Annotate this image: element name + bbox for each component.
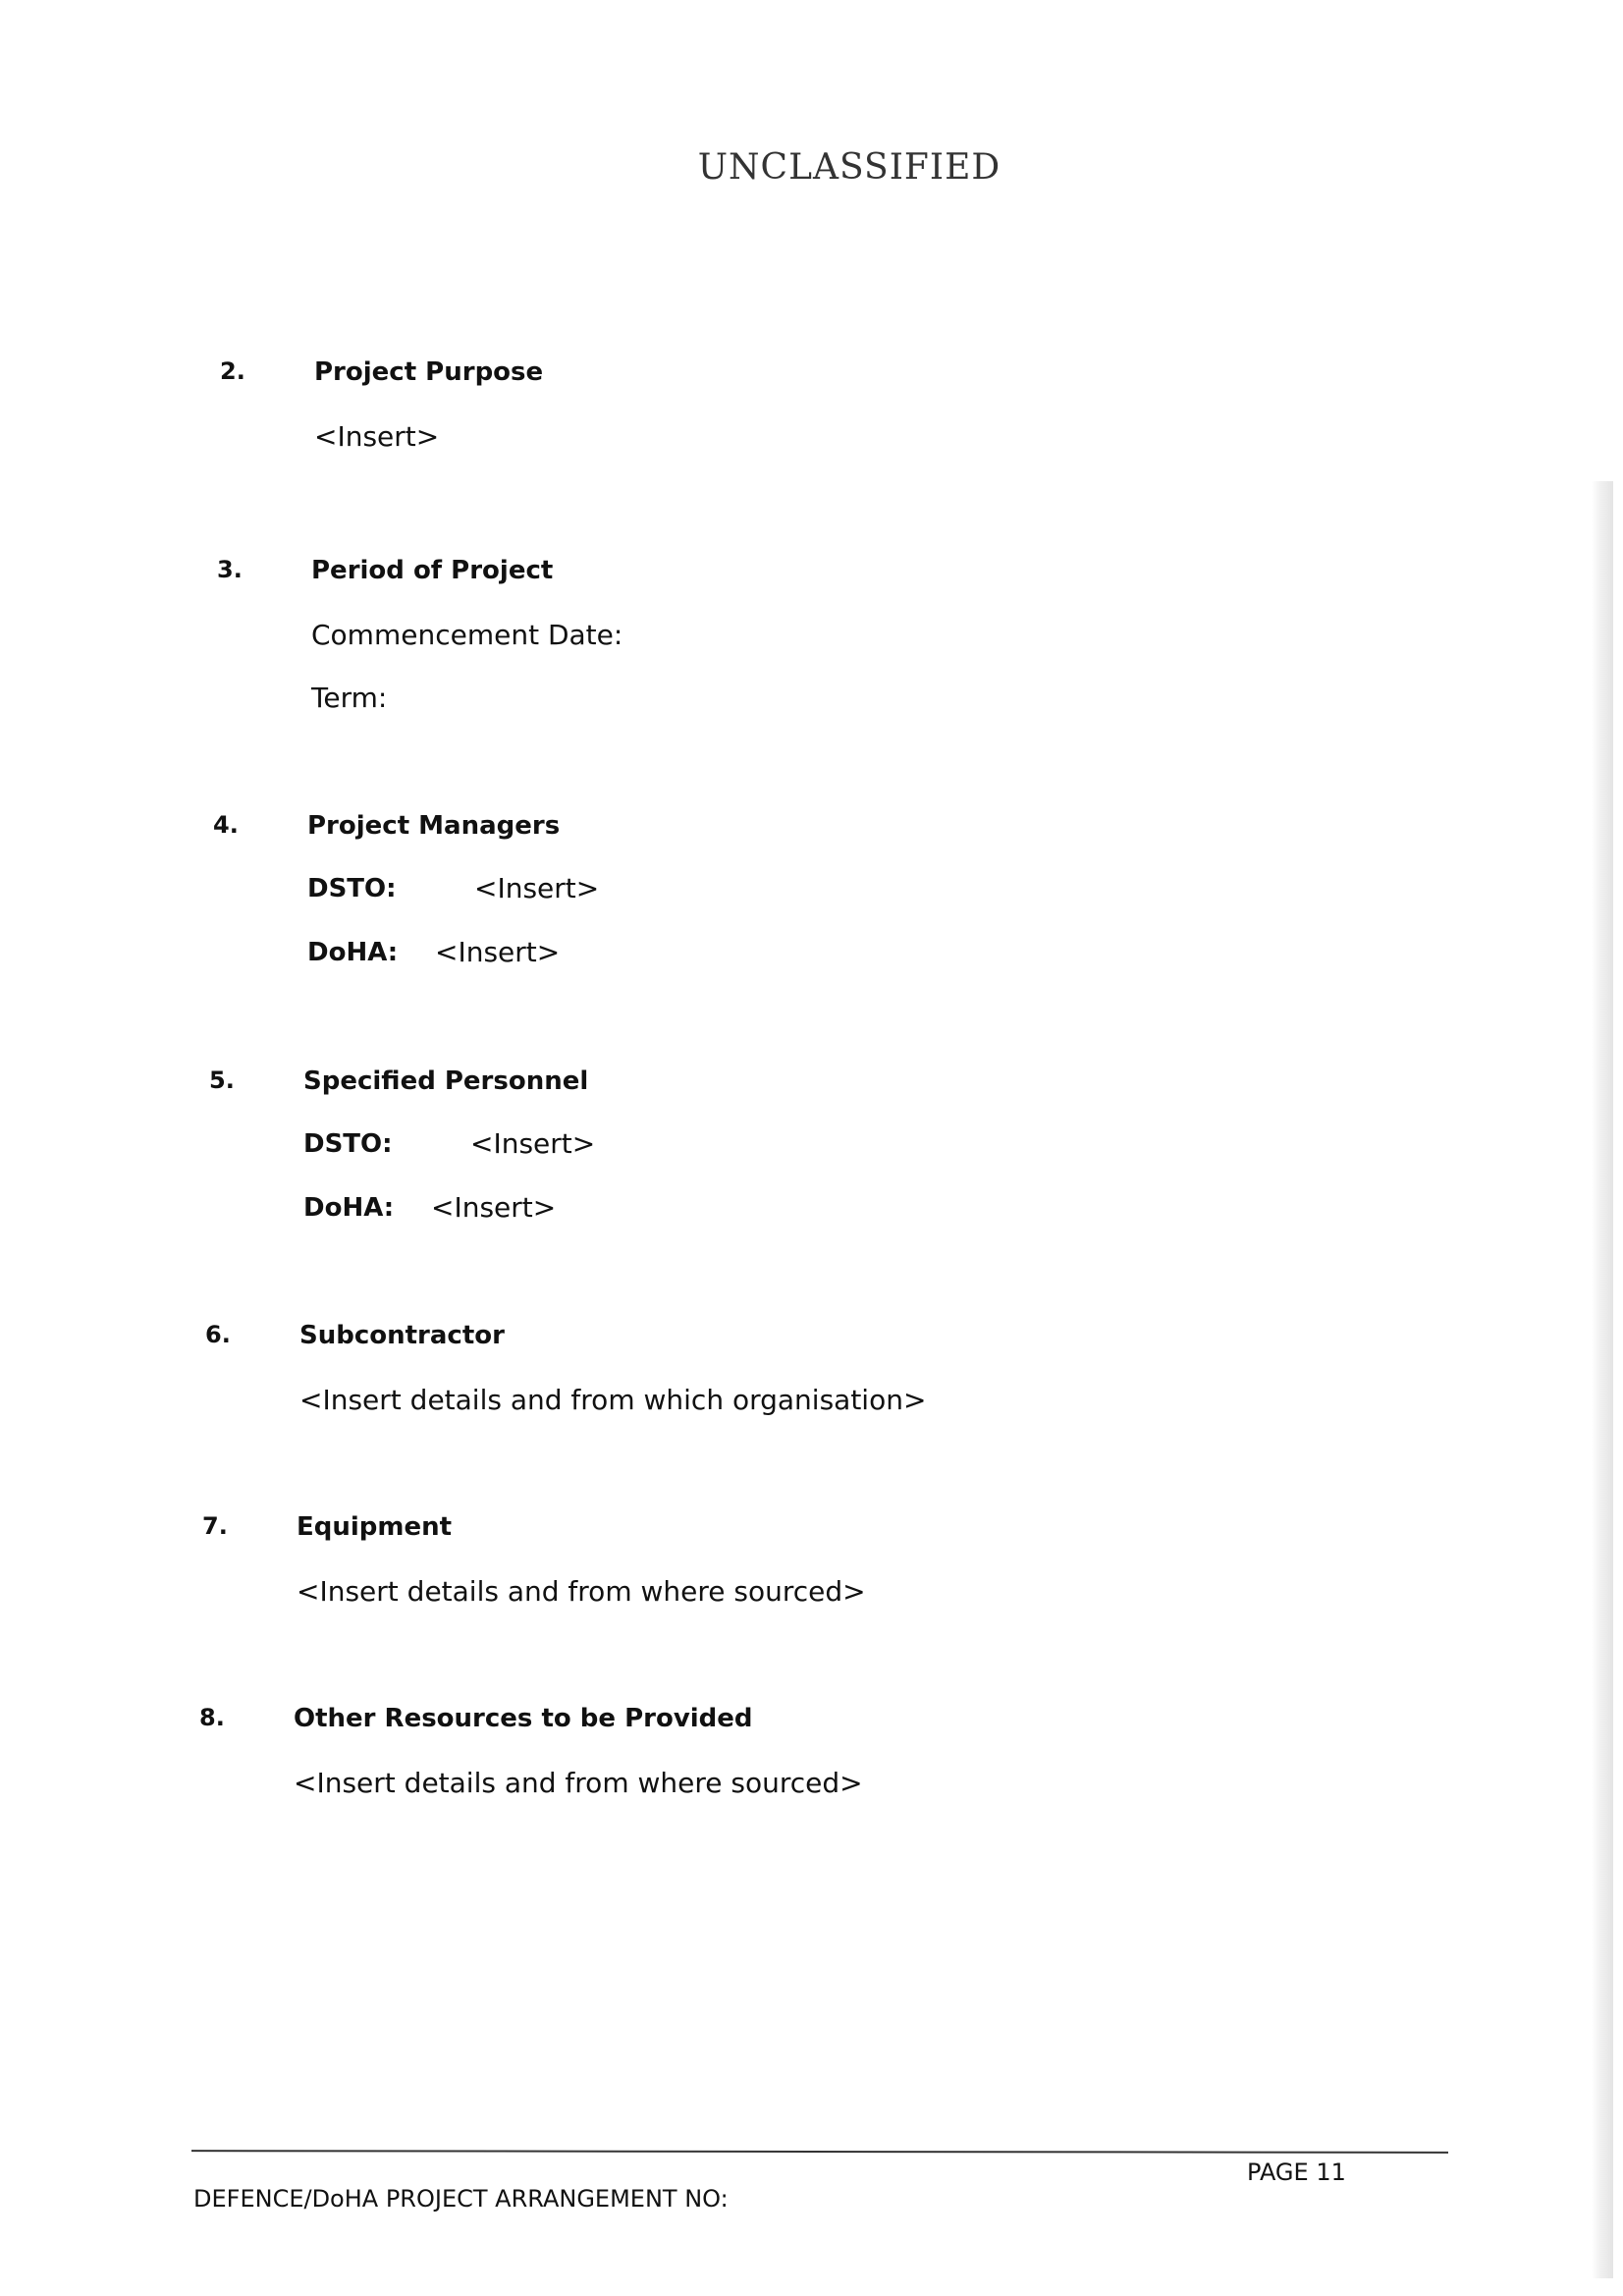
dsto-value: <Insert> bbox=[470, 1127, 596, 1160]
section-number: 8. bbox=[199, 1704, 225, 1731]
term-line: Term: bbox=[311, 682, 388, 714]
section-text: <Insert> bbox=[314, 420, 440, 453]
doha-value: <Insert> bbox=[435, 936, 561, 968]
section-title: Project Managers bbox=[307, 811, 561, 841]
section-number: 3. bbox=[217, 556, 243, 583]
section-title: Other Resources to be Provided bbox=[294, 1704, 753, 1733]
doha-value: <Insert> bbox=[431, 1191, 557, 1224]
section-title: Project Purpose bbox=[314, 357, 544, 387]
footer-arrangement-label: DEFENCE/DoHA PROJECT ARRANGEMENT NO: bbox=[193, 2185, 729, 2213]
dsto-label: DSTO: bbox=[303, 1129, 393, 1159]
section-text: <Insert details and from where sourced> bbox=[294, 1767, 863, 1799]
section-text: <Insert details and from where sourced> bbox=[297, 1575, 866, 1608]
dsto-value: <Insert> bbox=[474, 872, 600, 904]
section-number: 4. bbox=[213, 811, 239, 839]
section-number: 6. bbox=[205, 1321, 231, 1348]
commencement-date-line: Commencement Date: bbox=[311, 619, 623, 651]
section-text: <Insert details and from which organisation> bbox=[299, 1384, 927, 1416]
section-number: 7. bbox=[202, 1512, 228, 1540]
doha-label: DoHA: bbox=[303, 1193, 395, 1223]
section-number: 5. bbox=[209, 1066, 235, 1094]
scan-edge-shadow bbox=[1592, 481, 1613, 2278]
doha-label: DoHA: bbox=[307, 938, 399, 967]
page-number: PAGE 11 bbox=[1247, 2159, 1346, 2186]
dsto-label: DSTO: bbox=[307, 874, 397, 903]
section-title: Equipment bbox=[297, 1512, 453, 1542]
section-number: 2. bbox=[220, 357, 245, 385]
section-title: Subcontractor bbox=[299, 1321, 505, 1350]
section-title: Specified Personnel bbox=[303, 1066, 589, 1096]
section-title: Period of Project bbox=[311, 556, 554, 585]
footer-rule bbox=[191, 2150, 1448, 2154]
classification-marking: UNCLASSIFIED bbox=[697, 147, 1001, 188]
